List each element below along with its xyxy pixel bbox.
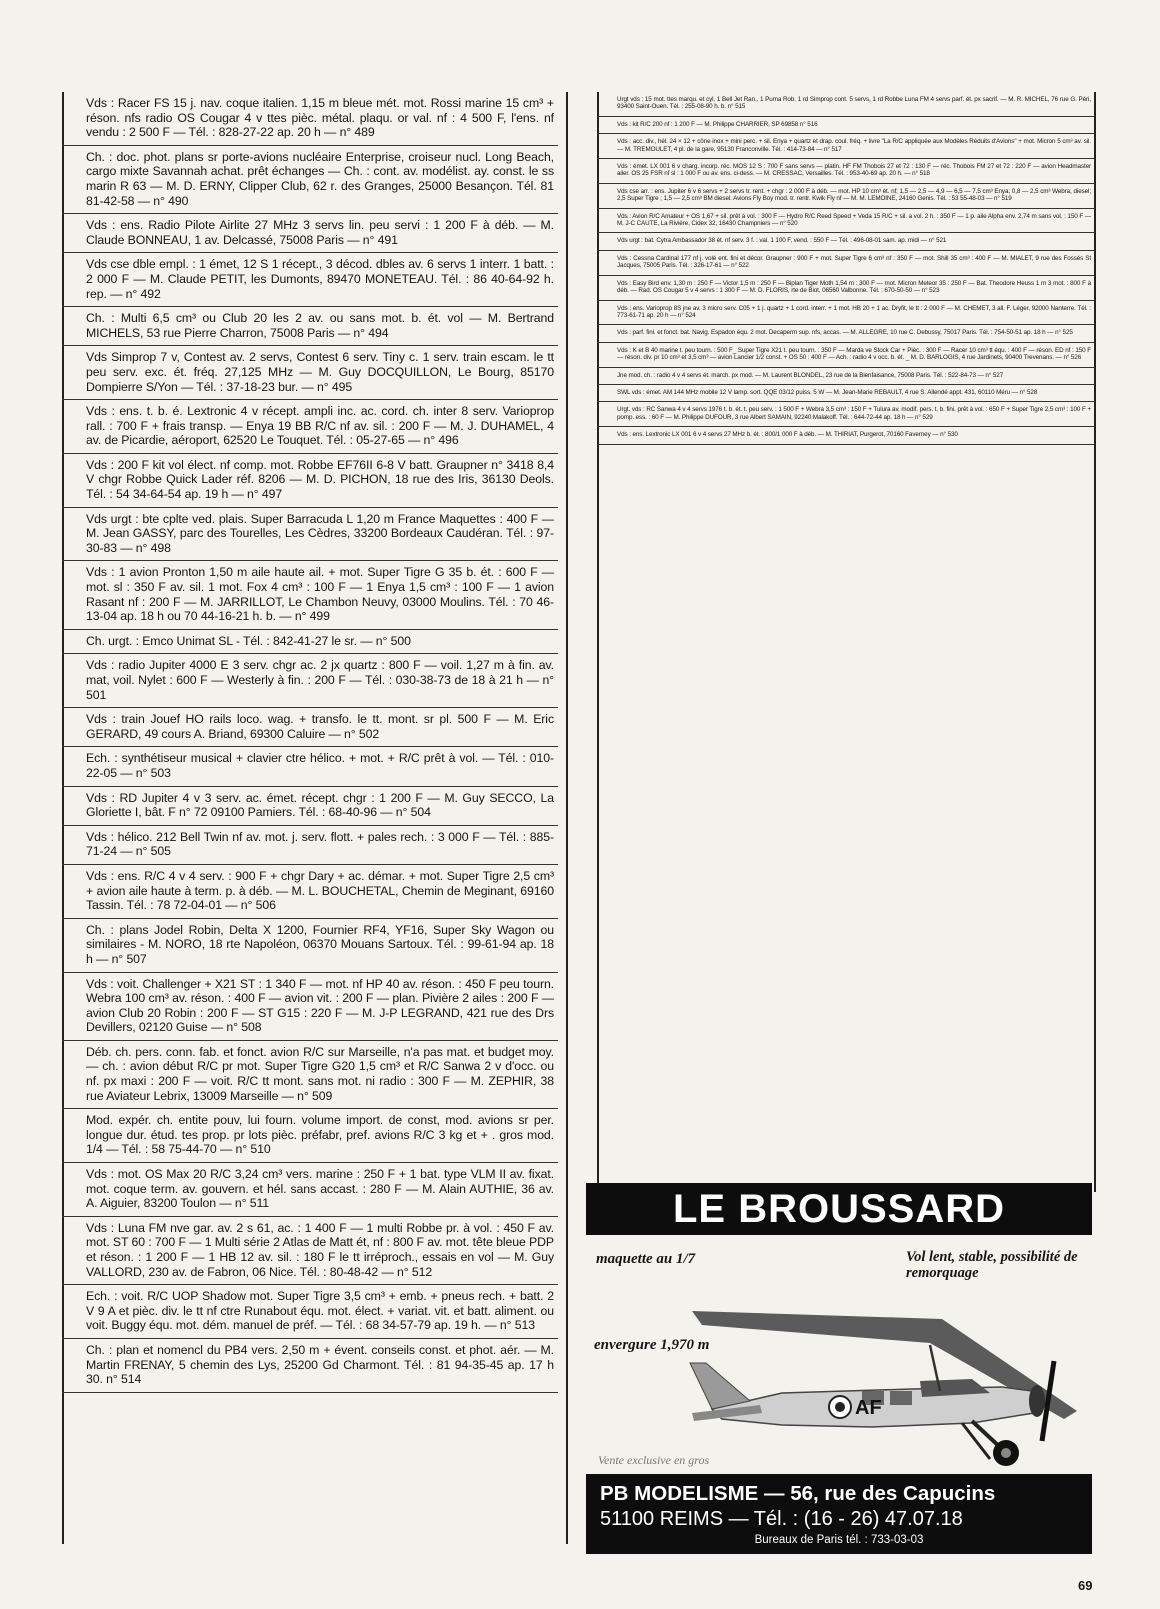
classified-ad: Vds : kit R/C 200 nf : 1 200 F — M. Philippe CHARRIER, SP 69858 n° 516 [597,117,1095,134]
page-number: 69 [1078,1578,1093,1593]
classified-ad: Vds : RD Jupiter 4 v 3 serv. ac. émet. récept. chgr : 1 200 F — M. Guy SECCO, La Gloriette I, bât. F n° 72 09100 Pamiers. Tél. : 68-40-96 — n° 504 [62,787,558,826]
le-broussard-advertisement [586,1183,1092,1555]
classified-ad: Vds : émet. LX 001 6 v charg. incorp. réc. MOS 12 S : 700 F sans servs — platin. HF FM Thobois 27 et 72 : 130 F — réc. Thobois FM 27 et 72 : 220 F — avion Headmaster ailer. OS 25 FSR nf sl : 1 000 F ou av. ens. ci-dess. — M. CRESSAC, Versailles. Tél. : 953-40-69 ap. 20 h. — n° 518 [597,159,1095,184]
classified-ad: Vds : Easy Bird env. 1,30 m : 250 F — Victor 1,5 m : 250 F — Biplan Tiger Moth 1,54 m : 300 F — mot. Micron Meteor 35 : 250 F — Bat. Theodore Heuss 1 m 3 mot. : 800 F à déb. — Rad. OS Cougar 5 v 4 servs : 1 300 F — M. D. FLORIS, rte de Biot, 06560 Valbonne. Tél. : 670-50-50 — n° 523 [597,276,1095,301]
landing-gear-strut-2 [962,1423,990,1459]
classified-ad: Ech. : voit. R/C UOP Shadow mot. Super Tigre 3,5 cm³ + emb. + pneus rech. + batt. 2 V 9 A et pièc. div. le tt nf ctre Runabout équ. mot. élect. + variat. vit. et batt. aliment. ou voit. Buggy équ. mot. dém. manuel de préf. — Tél. : 68 34-57-79 ap. 19 h. — n° 513 [62,1285,558,1339]
classified-ad: Vds : ens. R/C 4 v 4 serv. : 900 F + chgr Dary + ac. démar. + mot. Super Tigre 2,5 cm³ + avion aile haute à term. p. à déb. — M. L. BOUCHETAL, Chemin de Meginant, 69160 Tassin. Tél. : 78 72-04-01 — n° 506 [62,865,558,919]
classified-ad: Vds : ens. Lextronic LX 001 6 v 4 servs 27 MHz b. ét. : 800/1 000 F à déb. — M. THIRIAT, Purgerot, 70160 Faverney — n° 530 [597,427,1095,444]
classified-ad: Vds : K et B 40 marine t. peu tourn. : 500 F_ Super Tigre X21 t. peu tourn. : 350 F — Marda ve Stock Car + Pièc. : 300 F — Racer 10 cm³ tt équ. : 400 F — réson. ED nf : 150 F — réson. div. pr 10 cm³ et 3,5 cm³ — avion Lancier 1/2 const. + OS 50 : 400 F — Ach. : radio 4 v occ. b. ét. _ M. D. BARLOGIS, 4 rue Jardinets, 90400 Trevenans. — n° 526 [597,343,1095,368]
classified-ad: Vds : 1 avion Pronton 1,50 m aile haute ail. + mot. Super Tigre G 35 b. ét. : 600 F — mot. sl : 350 F av. sil. 1 mot. Fox 4 cm³ : 100 F — 1 Enya 1,5 cm³ : 100 F — 1 avion Rasant nf : 200 F — M. JARRILLOT, Le Chambon Neuvy, 03000 Moulins. Tél. : 70 46-13-04 ap. 18 h ou 70 44-16-21 h. b. — n° 499 [62,561,558,629]
advert-slogan: Vol lent, stable, possibilité de remorquage [906,1249,1078,1281]
classified-ad: Vds : Avion R/C Amateur + OS 1,67 + sil. prêt à vol. : 300 F — Hydro R/C Reed Speed + Veda 15 R/C + sil. a vol. 2 h. : 350 F — 1 p. aile Alpha env. 2,74 m sans vol. : 150 F — M. J-C CAUTE, La Rivière, Cidex 32, 16430 Champniers — n° 520 [597,209,1095,234]
classified-ad: Vds : 200 F kit vol élect. nf comp. mot. Robbe EF76II 6-8 V batt. Graupner n° 3418 8,4 V chgr Robbe Quick Lader réf. 8206 — M. D. PICHON, 18 rue des Iris, 36130 Deols. Tél. : 54 34-64-54 ap. 19 h — n° 497 [62,454,558,508]
advert-company-line: PB MODELISME — 56, rue des Capucins [600,1482,996,1505]
classified-ad: Vds : mot. OS Max 20 R/C 3,24 cm³ vers. marine : 250 F + 1 bat. type VLM II av. fixat. mot. coque term. av. gouvern. et hél. sans accast. : 280 F — M. Alain AUTHIE, 36 av. A. Aiguier, 83200 Toulon — n° 511 [62,1163,558,1217]
classified-ad: Urgt. vds : RC Sanwa 4 v 4 servs 1976 t. b. ét. t. peu serv. : 1 500 F + Webra 3,5 cm³ : 150 F + Tulura av. modif. pers. t. b. fini. prêt à vol. : 650 F + Super Tigre 2,5 cm³ : 100 F + pomp. ess. : 60 F — M. Philippe DUFOUR, 3 rue Albert SAMAIN, 92240 Malakoff. Tél. : 644-72-44 ap. 18 h — n° 529 [597,402,1095,427]
side-window-shape-2 [890,1391,912,1405]
advert-paris-line: Bureaux de Paris tél. : 733-03-03 [754,1534,924,1546]
tail-fin-shape [690,1363,750,1409]
classified-ad: Ech. : synthétiseur musical + clavier ctre hélico. + mot. + R/C prêt à vol. — Tél. : 010-22-05 — n° 503 [62,747,558,786]
classified-ad: SWL vds : émet. AM 144 MHz mobile 12 V lamp. sort. QQE 03/12 puiss. 5 W — M. Jean-Marie REBAULT, 4 rue S. Allendé appt. 431, 60110 Méru — n° 528 [597,385,1095,402]
advert-wingspan: envergure 1,970 m [594,1337,710,1353]
classified-ad: Déb. ch. pers. conn. fab. et fonct. avion R/C sur Marseille, n'a pas mat. et budget moy. — ch. : avion début R/C pr mot. Super Tigre G20 1,5 cm³ et R/C Sanwa 2 v d'occ. ou nf. px maxi : 200 F — voit. R/C tt mont. sans mot. ni radio : 300 F — M. ZEPHIR, 38 rue Aviateur Lebrix, 13009 Marseille — n° 509 [62,1041,558,1109]
classified-ad: Vds : Racer FS 15 j. nav. coque italien. 1,15 m bleue mét. mot. Rossi marine 15 cm³ + réson. nfs radio OS Cougar 4 v ttes pièc. métal. plaqu. or val. nf : 4 500 F, l'ens. nf vendu : 2 500 F — Tél. : 828-27-22 ap. 20 h — n° 489 [62,92,558,146]
classified-ad: Vds : voit. Challenger + X21 ST : 1 340 F — mot. nf HP 40 av. réson. : 450 F peu tourn. Webra 100 cm³ av. réson. : 400 F — avion vit. : 200 F — plan. Pivière 2 ailes : 200 F — avion Club 20 Robin : 200 F — ST G15 : 220 F — M. J-P LEGRAND, 421 rue des Drs Devillers, 02120 Guise — n° 508 [62,973,558,1041]
classified-ad: Vds : ens. Varioprop 8S jne av. 3 micro serv. C05 + 1 j. quartz + 1 cord. interr. + 1 mot. HB 20 + 1 ac. Dryfit, le tt : 2 000 F — M. CHEMET, 3 all. F. Léger, 92000 Nanterre. Tél. : 773-61-71 ap. 20 h — n° 524 [597,301,1095,326]
advert-brand: LE BROUSSARD [586,1183,1092,1235]
engine-cowl-shape [1029,1385,1045,1417]
classified-ad: Vds : parf. fini. et fonct. bat. Navig. Espadon équ. 2 mot. Decaperm sup. nfs, accas. — M. ALLEGRE, 10 rue C. Debussy, 75017 Paris. Tél. : 754-50-51 ap. 18 h — n° 525 [597,325,1095,342]
classified-ad: Vds urgt : bte cplte ved. plais. Super Barracuda L 1,20 m France Maquettes : 400 F — M. Jean GASSY, parc des Tourelles, Les Cèdres, 33200 Bordeaux Caudéran. Tél. : 97-30-83 — n° 498 [62,508,558,562]
classified-ad: Urgt vds : 15 mot. ttes marqu. et cyl. 1 Bell Jet Ran., 1 Puma Rob. 1 rd Simprop cont. 5 servs, 1 rd Robbe Luna FM 4 servs parf. ét. px sacrif. — M. R. MICHEL, 76 rue G. Péri, 93400 Saint-Ouen. Tél. : 255-08-90 h. b. n° 515 [597,92,1095,117]
roundel-center-icon [835,1402,845,1412]
classified-ad: Jne mod. ch. : radio 4 v 4 servs ét. march. px mod. — M. Laurent BLONDEL, 23 rue de la Bienfaisance, 75008 Paris. Tél. : 522-84-73 — n° 527 [597,368,1095,385]
main-wheel-hub-shape [1001,1448,1011,1458]
advert-footer [586,1474,1092,1554]
aircraft-marking: AF [855,1397,882,1419]
classified-ad: Ch. : plan et nomencl du PB4 vers. 2,50 m + évent. conseils const. et phot. aér. — M. Martin FRENAY, 5 chemin des Lys, 25200 Gd Charmont. Tél. : 81 94-35-45 ap. 17 h 30. n° 514 [62,1339,558,1393]
classified-ad: Ch. : doc. phot. plans sr porte-avions nucléaire Enterprise, croiseur nucl. Long Beach, cargo mixte Savannah achat. prêt échanges — Ch. : cont. av. modélist. ay. const. le ss marin R 63 — M. D. ERNY, Clipper Club, 62 r. des Granges, 25000 Besançon. Tél. 81 81-42-58 — n° 490 [62,146,558,214]
classified-ad: Vds : radio Jupiter 4000 E 3 serv. chgr ac. 2 jx quartz : 800 F — voil. 1,27 m à fin. av. mat, voil. Nylet : 600 F — Westerly à fin. : 200 F — Tél. : 030-38-73 de 18 à 21 h — n° 501 [62,654,558,708]
classified-ad: Mod. expér. ch. entite pouv, lui fourn. volume import. de const, mod. avions sr per. longue dur. étud. tes prop. pr lots pièc. préfabr, pref. avions R/C 3 kg et + . gros mod. 1/4 — Tél. : 58 75-44-70 — n° 510 [62,1109,558,1163]
classified-ad: Vds : train Jouef HO rails loco. wag. + transfo. le tt. mont. sr pl. 500 F — M. Eric GERARD, 49 cours A. Briand, 69300 Caluire — n° 502 [62,708,558,747]
advert-wholesale: Vente exclusive en gros [598,1453,710,1467]
classified-ad: Vds cse dble empl. : 1 émet, 12 S 1 récept., 3 décod. dbles av. 6 servs 1 interr. 1 batt. : 2 000 F — M. Claude PETIT, les Dumonts, 89470 MONETEAU. Tél. : 86 40-64-92 h. rep. — n° 492 [62,253,558,307]
classified-ad: Vds urgt : bat. Cytra Ambassador 38 ét. nf serv. 3 f. : val. 1 100 F, vend. : 550 F — Tél. : 496-08-01 sam. ap. midi — n° 521 [597,233,1095,250]
classified-ad: Ch. : plans Jodel Robin, Delta X 1200, Fournier RF4, YF16, Super Sky Wagon ou similaires - M. NORO, 18 rte Napoléon, 06370 Mouans Sartoux. Tél. : 99-61-94 ap. 18 h — n° 507 [62,919,558,973]
classified-ad: Vds Simprop 7 v, Contest av. 2 servs, Contest 6 serv. Tiny c. 1 serv. train escam. le tt peu serv. exc. ét. fréq. 27,125 MHz — M. Guy DOCQUILLON, Le Bourg, 85170 Dompierre S/Yon — Tél. : 37-18-23 bur. — n° 495 [62,346,558,400]
classified-ad: Vds : acc. div., hél. 24 × 12 + cône inox + mini perc. + sil. Enya + quartz et drap. coul. fréq. + livre "La R/C appliquée aux Modèles Réduits d'Avions" + mot. Micron 5 cm³ av. sil. — M. TREMOULET, 4 pl. de la gare, 95130 Franconville. Tél. : 414-73-84 — n° 517 [597,134,1095,159]
classified-ad: Vds : hélico. 212 Bell Twin nf av. mot. j. serv. flott. + pales rech. : 3 000 F — Tél. : 885-71-24 — n° 505 [62,826,558,865]
classified-ad: Vds : Cessna Cardinal 177 nf j. volé ent. fini et décor. Graupner : 900 F + mot. Super Tigre 6 cm³ nf : 350 F — mot. Shill 35 cm³ : 400 F — M. MIALET, 9 rue des Fossés St Jacques, 75005 Paris. Tél. : 326-17-61 — n° 522 [597,251,1095,276]
classified-ad: Vds : ens. Radio Pilote Airlite 27 MHz 3 servs lin. peu servi : 1 200 F à déb. — M. Claude BONNEAU, 1 av. Delcassé, 75008 Paris — n° 491 [62,214,558,253]
advert-city-line: 51100 REIMS — Tél. : (16 - 26) 47.07.18 [600,1508,963,1530]
broussard-airplane-illustration [672,1301,1082,1471]
classified-ad: Vds : ens. t. b. é. Lextronic 4 v récept. ampli inc. ac. cord. ch. inter 8 serv. Varioprop rall. : 700 F + frais transp. — Enya 19 BB R/C nf av. sil. : 200 F — M. J. DUHAMEL, 4 av. de Picardie, aéroport, 62520 Le Touquet. Tél. : 05-27-65 — n° 496 [62,400,558,454]
classified-ad: Ch. urgt. : Emco Unimat SL - Tél. : 842-41-27 le sr. — n° 500 [62,630,558,655]
classified-ad: Vds : Luna FM nve gar. av. 2 s 61, ac. : 1 400 F — 1 multi Robbe pr. à vol. : 450 F av. mot. ST 60 : 700 F — 1 Multi série 2 Atlas de Matt ét, nf : 800 F av. mot. tête bleue PDP et réson. : 1 200 F — 1 HB 12 av. sil. : 180 F le tt irréproch., essais en vol — M. Guy VALLORD, 230 av. de Fabron, 06 Nice. Tél. : 80-48-42 — n° 512 [62,1217,558,1285]
classified-ad: Ch. : Multi 6,5 cm³ ou Club 20 les 2 av. ou sans mot. b. ét. vol — M. Bertrand MICHELS, 53 rue Pierre Charron, 75008 Paris — n° 494 [62,307,558,346]
classified-ad: Vds cse arr. : ens. Jupiter 6 v 6 servs + 2 servs tr. rent. + chgr : 2 000 F à déb. — mot. HP 10 cm³ ét. nf; 1,5 — 2,5 — 4,9 — 6,5 — 7,5 cm³ Enya; 0,8 — 2,5 cm³ Webra, diesel; 2,5 Super Tigre ; 1,5 — 2,5 cm³ BM diesel. Avions Fly Boy mod. tr. rentr. Kwik Fly nf — M. M. LEMOINE, 24160 Genis. Tél. : 53 55-48-03 — n° 519 [597,184,1095,209]
advert-scale: maquette au 1/7 [596,1251,696,1267]
left-classifieds-column [62,92,568,1544]
